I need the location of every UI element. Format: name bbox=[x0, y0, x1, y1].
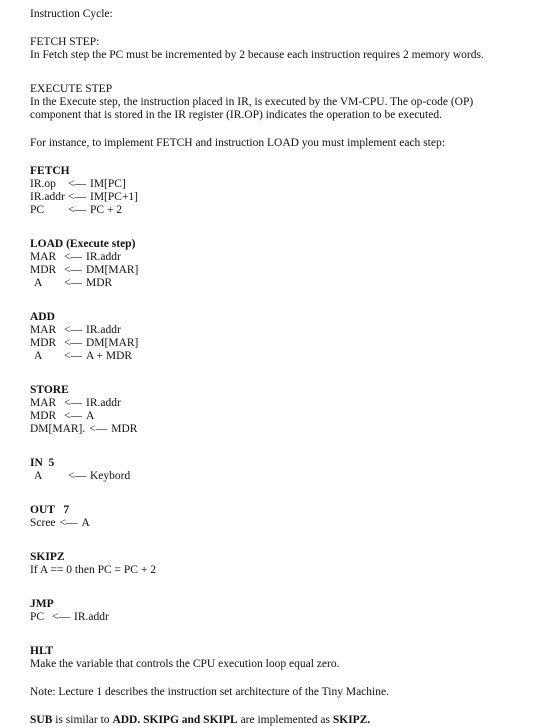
expression: IM[PC+1] bbox=[90, 191, 139, 203]
register-label: IR.op bbox=[30, 178, 56, 190]
assign-arrow: <— bbox=[68, 178, 86, 190]
add-row bbox=[30, 350, 525, 363]
assign-arrow: <— bbox=[64, 251, 82, 263]
note-text: Note: Lecture 1 describes the instruction set architecture of the Tiny Machine. bbox=[30, 686, 389, 698]
fetch-step-heading: FETCH STEP: bbox=[30, 36, 100, 48]
assign-arrow: <— bbox=[52, 611, 70, 623]
store-heading: STORE bbox=[30, 384, 69, 396]
register-label: PC bbox=[30, 611, 45, 623]
expression: IR.addr bbox=[86, 251, 121, 263]
register-label: MDR bbox=[30, 337, 57, 349]
expression: A + MDR bbox=[86, 350, 133, 362]
hlt-text: Make the variable that controls the CPU execution loop equal zero. bbox=[30, 658, 340, 670]
assign-arrow: <— bbox=[64, 337, 82, 349]
expression: DM[MAR] bbox=[86, 337, 139, 349]
register-label: DM[MAR]. bbox=[30, 423, 86, 435]
load-row bbox=[30, 277, 525, 290]
expression: PC + 2 bbox=[90, 204, 123, 216]
assign-arrow: <— bbox=[89, 423, 108, 435]
footer-sub: SUB bbox=[30, 714, 53, 726]
footer-is-similar: is similar to bbox=[52, 714, 113, 726]
expression: IR.addr bbox=[86, 324, 121, 336]
expression: IR.addr bbox=[86, 397, 121, 409]
footer-are-impl: are implemented as bbox=[237, 714, 333, 726]
footer-line bbox=[30, 714, 525, 727]
register-label: MDR bbox=[30, 264, 57, 276]
expression: MDR bbox=[111, 423, 138, 435]
in-heading: IN 5 bbox=[30, 457, 55, 469]
execute-step-heading: EXECUTE STEP bbox=[30, 83, 113, 95]
load-heading: LOAD (Execute step) bbox=[30, 238, 136, 250]
jmp-heading: JMP bbox=[30, 598, 54, 610]
intro-text: For instance, to implement FETCH and instruction LOAD you must implement each step: bbox=[30, 137, 445, 149]
doc-title: Instruction Cycle: bbox=[30, 8, 113, 20]
assign-arrow: <— bbox=[64, 277, 82, 289]
skipz-text: If A == 0 then PC = PC + 2 bbox=[30, 564, 156, 576]
out-row bbox=[30, 517, 525, 530]
expression: A bbox=[81, 517, 90, 529]
store-row bbox=[30, 410, 525, 423]
jmp-row bbox=[30, 611, 525, 624]
fetch-step-text: In Fetch step the PC must be incremented by 2 because each instruction requires 2 memory words. bbox=[30, 49, 484, 61]
execute-step-text-1: In the Execute step, the instruction placed in IR, is executed by the VM-CPU. The op-code (OP) bbox=[30, 96, 474, 108]
add-heading: ADD bbox=[30, 311, 55, 323]
execute-step-text-2: component that is stored in the IR register (IR.OP) indicates the operation to be executed. bbox=[30, 109, 442, 121]
expression: Keybord bbox=[90, 470, 131, 482]
expression: IR.addr bbox=[74, 611, 109, 623]
register-label: MDR bbox=[30, 410, 57, 422]
register-label: MAR bbox=[30, 251, 57, 263]
assign-arrow: <— bbox=[64, 350, 82, 362]
register-label: MAR bbox=[30, 397, 57, 409]
expression: DM[MAR] bbox=[86, 264, 139, 276]
register-label: A bbox=[34, 470, 43, 482]
assign-arrow: <— bbox=[59, 517, 78, 529]
fetch-row bbox=[30, 191, 525, 204]
out-heading: OUT 7 bbox=[30, 504, 70, 516]
register-label: Scree bbox=[30, 517, 56, 529]
assign-arrow: <— bbox=[64, 410, 82, 422]
footer-skips: SKIPG and SKIPL bbox=[140, 714, 238, 726]
add-row bbox=[30, 337, 525, 350]
skipz-heading: SKIPZ bbox=[30, 551, 65, 563]
assign-arrow: <— bbox=[68, 191, 86, 203]
fetch-row bbox=[30, 204, 525, 217]
register-label: PC bbox=[30, 204, 45, 216]
hlt-heading: HLT bbox=[30, 645, 54, 657]
in-row bbox=[30, 470, 525, 483]
footer-add: ADD. bbox=[112, 714, 141, 726]
add-row bbox=[30, 324, 525, 337]
assign-arrow: <— bbox=[64, 264, 82, 276]
fetch-row bbox=[30, 178, 525, 191]
fetch-heading: FETCH bbox=[30, 165, 70, 177]
register-label: IR.addr bbox=[30, 191, 65, 203]
register-label: A bbox=[34, 277, 43, 289]
footer-skipz: SKIPZ. bbox=[332, 714, 371, 726]
expression: A bbox=[86, 410, 95, 422]
register-label: MAR bbox=[30, 324, 57, 336]
assign-arrow: <— bbox=[64, 324, 82, 336]
assign-arrow: <— bbox=[68, 204, 86, 216]
document-page bbox=[30, 8, 525, 727]
expression: MDR bbox=[86, 277, 113, 289]
expression: IM[PC] bbox=[90, 178, 126, 190]
assign-arrow: <— bbox=[64, 397, 82, 409]
store-row bbox=[30, 397, 525, 410]
store-row bbox=[30, 423, 525, 436]
load-row bbox=[30, 251, 525, 264]
assign-arrow: <— bbox=[68, 470, 86, 482]
load-row bbox=[30, 264, 525, 277]
register-label: A bbox=[34, 350, 43, 362]
